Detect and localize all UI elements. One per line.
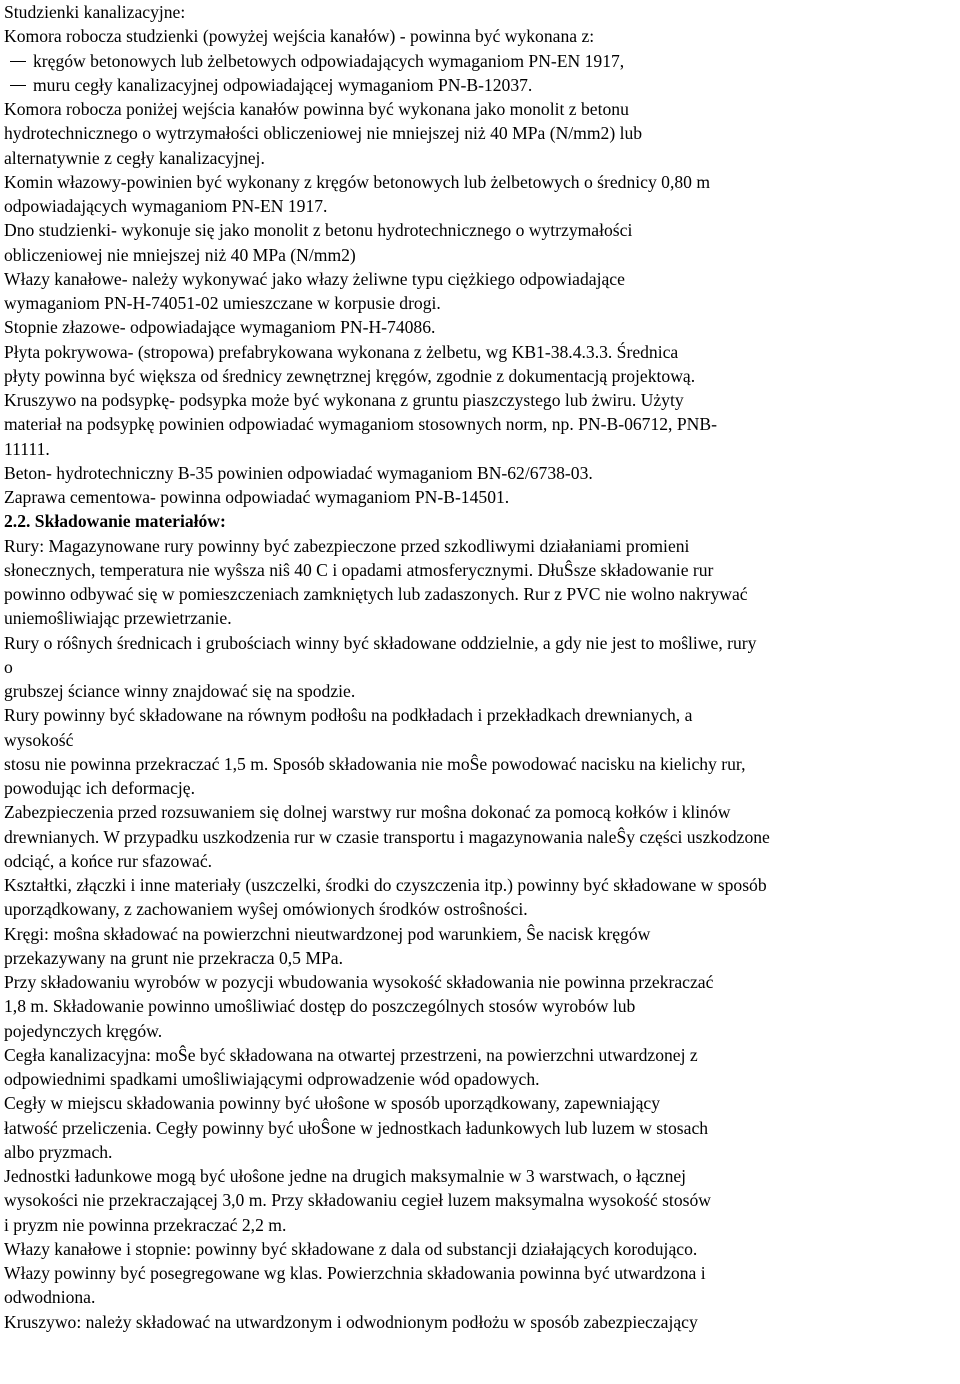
- text-line: Zaprawa cementowa- powinna odpowiadać wymaganiom PN-B-14501.: [4, 487, 510, 507]
- text-line: grubszej ściance winny znajdować się na spodzie.: [4, 681, 356, 701]
- text-line: płyty powinna być większa od średnicy zewnętrznej kręgów, zgodnie z dokumentacją projektową.: [4, 365, 696, 386]
- text-line: Rury o róŝnych średnicach i grubościach winny być składowane oddzielnie, a gdy nie jest to moŝliwe, rury: [4, 632, 757, 653]
- text-line: hydrotechnicznego o wytrzymałości obliczeniowej nie mniejszej niż 40 MPa (N/mm2) lub: [4, 123, 643, 144]
- text-line: Włazy kanałowe- należy wykonywać jako włazy żeliwne typu ciężkiego odpowiadające: [4, 268, 625, 289]
- text-line: Kruszywo: należy składować na utwardzonym i odwodnionym podłożu w sposób zabezpieczający: [4, 1311, 698, 1332]
- text-line: alternatywnie z cegły kanalizacyjnej.: [4, 147, 265, 168]
- text-line: Włazy kanałowe i stopnie: powinny być składowane z dala od substancji działających korodująco.: [4, 1238, 698, 1259]
- text-line: materiał na podsypkę powinien odpowiadać wymaganiom stosownych norm, np. PN-B-06712, PNB-: [4, 414, 717, 435]
- text-line: uporządkowany, z zachowaniem wyŝej omówionych środków ostroŝności.: [4, 899, 528, 920]
- text-line: Stopnie złazowe- odpowiadające wymaganiom PN-H-74086.: [4, 317, 436, 338]
- text-line: odciąć, a końce rur sfazować.: [4, 850, 213, 871]
- text-line: Płyta pokrywowa- (stropowa) prefabrykowana wykonana z żelbetu, wg KB1-38.4.3.3. Średnica: [4, 341, 679, 362]
- text-line: odpowiednimi spadkami umoŝliwiającymi odprowadzenie wód opadowych.: [4, 1069, 540, 1089]
- text-line: Komin włazowy-powinien być wykonany z kręgów betonowych lub żelbetowych o średnicy 0,80 m: [4, 171, 711, 192]
- text-line: wymaganiom PN-H-74051-02 umieszczane w korpusie drogi.: [4, 293, 441, 313]
- text-line: Cegły w miejscu składowania powinny być ułoŝone w sposób uporządkowany, zapewniający: [4, 1093, 661, 1114]
- text-line: Włazy powinny być posegregowane wg klas. Powierzchnia składowania powinna być utwardzona i: [4, 1263, 706, 1283]
- text-line: 1,8 m. Składowanie powinno umoŝliwiać dostęp do poszczególnych stosów wyrobów lub: [4, 996, 636, 1017]
- text-line: drewnianych. W przypadku uszkodzenia rur w czasie transportu i magazynowania naleŜy części uszkodzone: [4, 826, 770, 847]
- text-line: Rury powinny być składowane na równym podłoŝu na podkładach i przekładkach drewnianych, a: [4, 705, 693, 726]
- text-line: uniemoŝliwiając przewietrzanie.: [4, 608, 232, 629]
- text-line: 11111.: [4, 438, 50, 459]
- text-line: o: [4, 656, 13, 677]
- text-line: Komora robocza poniżej wejścia kanałów powinna być wykonana jako monolit z betonu: [4, 99, 629, 119]
- section-heading: Studzienki kanalizacyjne:: [4, 2, 186, 22]
- text-line: odwodniona.: [4, 1287, 96, 1308]
- text-line: Beton- hydrotechniczny B-35 powinien odpowiadać wymaganiom BN-62/6738-03.: [4, 462, 593, 483]
- list-item-text: kręgów betonowych lub żelbetowych odpowiadających wymaganiom PN-EN 1917,: [33, 50, 625, 71]
- text-line: Kręgi: moŝna składować na powierzchni nieutwardzonej pod warunkiem, Ŝe nacisk kręgów: [4, 923, 651, 944]
- text-line: Kształtki, złączki i inne materiały (uszczelki, środki do czyszczenia itp.) powinny być składowane w sposób: [4, 875, 767, 895]
- dash-list-item: [4, 73, 952, 97]
- text-line: Przy składowaniu wyrobów w pozycji wbudowania wysokość składowania nie powinna przekraczać: [4, 972, 714, 992]
- section-title-storage: 2.2. Składowanie materiałów:: [4, 511, 226, 532]
- text-line: Zabezpieczenia przed rozsuwaniem się dolnej warstwy rur moŝna dokonać za pomocą kołków i klinów: [4, 802, 731, 823]
- text-line: odpowiadających wymaganiom PN-EN 1917.: [4, 196, 328, 216]
- text-line: powodując ich deformację.: [4, 778, 196, 798]
- dash-bullet: [10, 61, 26, 62]
- text-line: Komora robocza studzienki (powyżej wejścia kanałów) - powinna być wykonana z:: [4, 26, 595, 47]
- text-line: Kruszywo na podsypkę- podsypka może być wykonana z gruntu piaszczystego lub żwiru. Użyty: [4, 390, 684, 410]
- text-line: powinno odbywać się w pomieszczeniach zamkniętych lub zadaszonych. Rur z PVC nie wolno nakrywać: [4, 584, 748, 604]
- text-line: wysokości nie przekraczającej 3,0 m. Przy składowaniu cegieł luzem maksymalna wysokość stosów: [4, 1190, 711, 1211]
- text-line: i pryzm nie powinna przekraczać 2,2 m.: [4, 1214, 287, 1235]
- text-line: przekazywany na grunt nie przekracza 0,5 MPa.: [4, 947, 344, 968]
- text-line: Cegła kanalizacyjna: moŜe być składowana na otwartej przestrzeni, na powierzchni utwardzonej z: [4, 1044, 698, 1065]
- text-line: pojedynczych kręgów.: [4, 1020, 163, 1041]
- dash-bullet: [10, 85, 26, 86]
- text-line: Jednostki ładunkowe mogą być ułoŝone jedne na drugich maksymalnie w 3 warstwach, o łącznej: [4, 1166, 687, 1186]
- text-line: stosu nie powinna przekraczać 1,5 m. Sposób składowania nie moŜe powodować nacisku na kielichy rur,: [4, 753, 746, 774]
- dash-list-item: [4, 49, 952, 73]
- list-item-text: muru cegły kanalizacyjnej odpowiadającej wymaganiom PN-B-12037.: [33, 74, 533, 95]
- text-line: wysokość: [4, 729, 74, 750]
- text-line: słonecznych, temperatura nie wyŝsza niŝ 40 C i opadami atmosferycznymi. DłuŜsze składowanie rur: [4, 559, 714, 580]
- text-line: albo pryzmach.: [4, 1141, 113, 1162]
- text-line: Rury: Magazynowane rury powinny być zabezpieczone przed szkodliwymi działaniami promieni: [4, 535, 690, 556]
- text-line: obliczeniowej nie mniejszej niż 40 MPa (N/mm2): [4, 244, 356, 265]
- text-line: łatwość przeliczenia. Cegły powinny być ułoŜone w jednostkach ładunkowych lub luzem w stosach: [4, 1117, 709, 1138]
- text-line: Dno studzienki- wykonuje się jako monolit z betonu hydrotechnicznego o wytrzymałości: [4, 220, 633, 241]
